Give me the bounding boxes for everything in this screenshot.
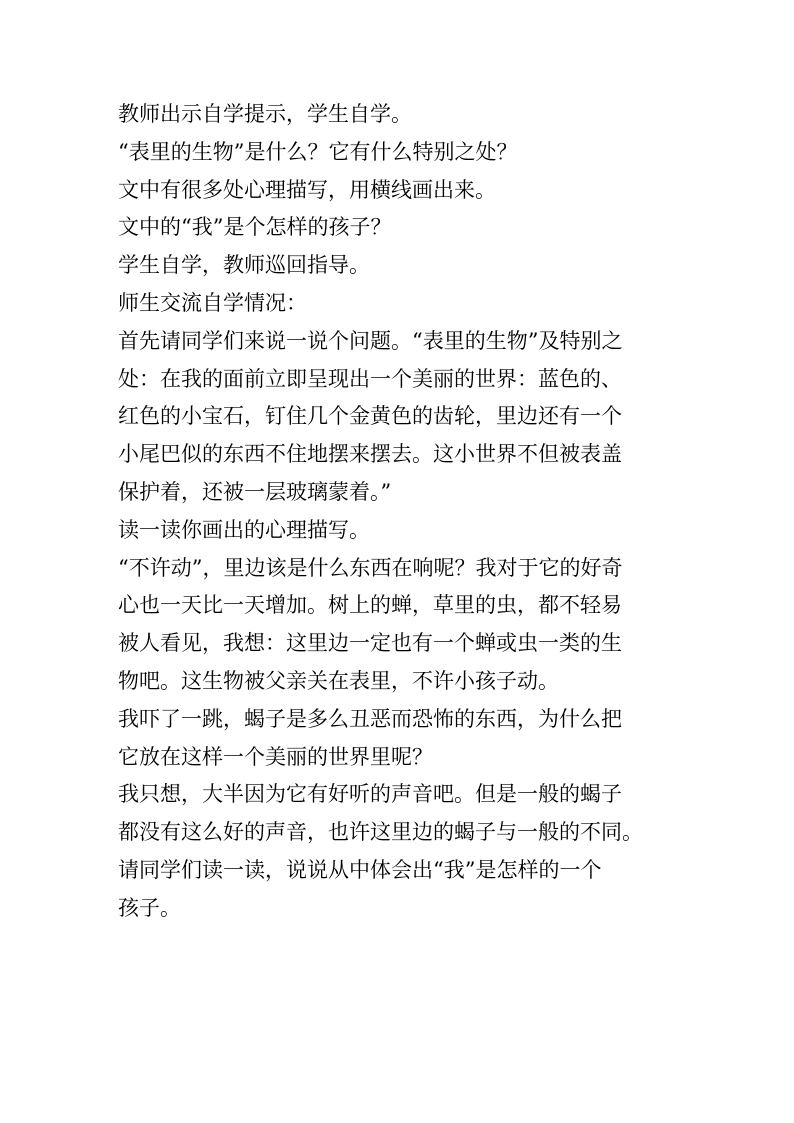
text-line: 红色的小宝石，钉住几个金黄色的齿轮，里边还有一个 xyxy=(118,404,622,429)
text-line: 孩子。 xyxy=(118,895,181,920)
text-line: “表里的生物”是什么？它有什么特别之处？ xyxy=(118,139,518,164)
text-line: 心也一天比一天增加。树上的蝉，草里的虫，都不轻易 xyxy=(118,593,622,618)
text-line: 我只想，大半因为它有好听的声音吧。但是一般的蝎子 xyxy=(118,782,622,807)
text-line: 它放在这样一个美丽的世界里呢？ xyxy=(118,744,433,769)
text-line: 请同学们读一读，说说从中体会出“我”是怎样的一个 xyxy=(118,857,602,882)
text-line: 被人看见，我想：这里边一定也有一个蝉或虫一类的生 xyxy=(118,631,622,656)
text-line: 文中有很多处心理描写，用横线画出来。 xyxy=(118,177,496,202)
text-line: 师生交流自学情况： xyxy=(118,290,307,315)
text-line: 文中的“我”是个怎样的孩子？ xyxy=(118,215,392,240)
text-line: 我吓了一跳，蝎子是多么丑恶而恐怖的东西，为什么把 xyxy=(118,706,622,731)
text-line: “不许动”，里边该是什么东西在响呢？我对于它的好奇 xyxy=(118,555,623,580)
text-line: 保护着，还被一层玻璃蒙着。” xyxy=(118,479,392,504)
document-body xyxy=(118,96,680,928)
text-line: 教师出示自学提示，学生自学。 xyxy=(118,102,412,126)
text-line: 处：在我的面前立即呈现出一个美丽的世界：蓝色的、 xyxy=(118,366,622,391)
text-line: 小尾巴似的东西不住地摆来摆去。这小世界不但被表盖 xyxy=(118,442,622,467)
text-line: 学生自学，教师巡回指导。 xyxy=(118,253,370,278)
text-line: 首先请同学们来说一说个问题。“表里的生物”及特别之 xyxy=(118,328,623,353)
text-line: 都没有这么好的声音，也许这里边的蝎子与一般的不同。 xyxy=(118,820,643,845)
text-line: 物吧。这生物被父亲关在表里，不许小孩子动。 xyxy=(118,668,559,693)
text-line: 读一读你画出的心理描写。 xyxy=(118,517,370,542)
